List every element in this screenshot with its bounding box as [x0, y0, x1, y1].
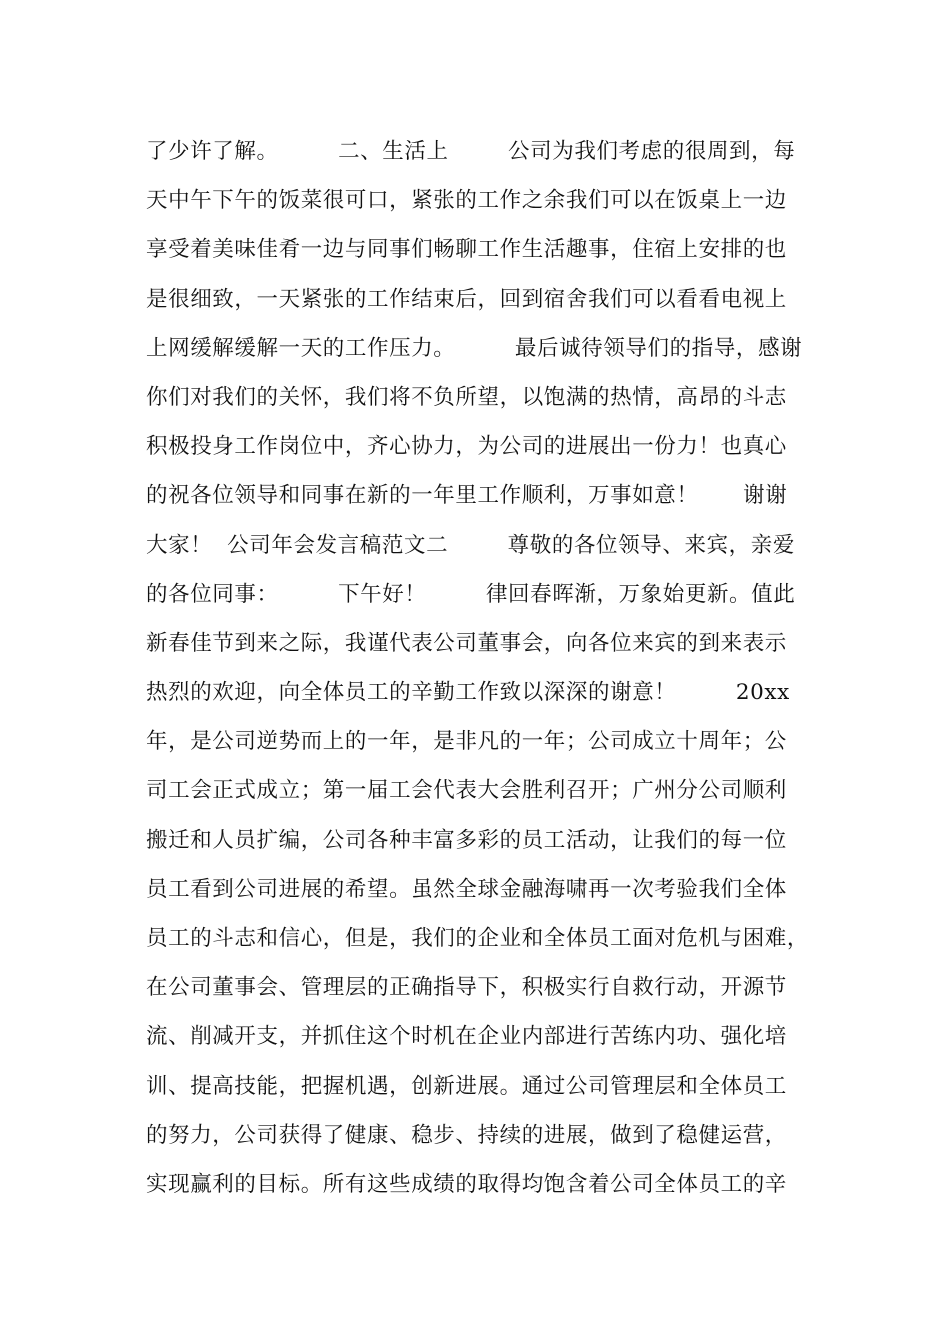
- text-line: 流、削减开支，并抓住这个时机在企业内部进行苦练内功、强化培: [146, 1024, 787, 1050]
- text-line: 享受着美味佳肴一边与同事们畅聊工作生活趣事，住宿上安排的也: [146, 237, 787, 263]
- text-line: 训、提高技能，把握机遇，创新进展。通过公司管理层和全体员工: [146, 1073, 787, 1099]
- document-body: [146, 132, 826, 1214]
- text-line: 上网缓解缓解一天的工作压力。 最后诚待领导们的指导，感谢: [146, 335, 803, 361]
- text-line: 搬迁和人员扩编，公司各种丰富多彩的员工活动，让我们的每一位: [146, 827, 787, 853]
- text-line: 年，是公司逆势而上的一年，是非凡的一年；公司成立十周年；公: [146, 729, 787, 755]
- text-line: 是很细致，一天紧张的工作结束后，回到宿舍我们可以看看电视上: [146, 286, 787, 312]
- text-line: 你们对我们的关怀，我们将不负所望，以饱满的热情，高昂的斗志: [146, 384, 787, 410]
- text-line: 的祝各位领导和同事在新的一年里工作顺利，万事如意！ 谢谢: [146, 483, 788, 509]
- text-line: 在公司董事会、管理层的正确指导下，积极实行自救行动，开源节: [146, 975, 787, 1001]
- text-line: 大家！ 公司年会发言稿范文二 尊敬的各位领导、来宾，亲爱: [146, 532, 795, 558]
- text-line: 实现赢利的目标。所有这些成绩的取得均饱含着公司全体员工的辛: [146, 1171, 787, 1197]
- text-line: 员工的斗志和信心，但是，我们的企业和全体员工面对危机与困难，: [146, 926, 810, 951]
- text-line: 的努力，公司获得了健康、稳步、持续的进展，做到了稳健运营，: [146, 1122, 787, 1148]
- text-line: 员工看到公司进展的希望。虽然全球金融海啸再一次考验我们全体: [146, 876, 787, 902]
- text-line: 积极投身工作岗位中，齐心协力，为公司的进展出一份力！也真心: [146, 434, 787, 460]
- text-line: 热烈的欢迎，向全体员工的辛勤工作致以深深的谢意！ 20xx: [146, 680, 790, 706]
- text-line: 新春佳节到来之际，我谨代表公司董事会，向各位来宾的到来表示: [146, 630, 787, 656]
- text-line: 了少许了解。 二、生活上 公司为我们考虑的很周到，每: [146, 139, 796, 164]
- text-line: 天中午下午的饭菜很可口，紧张的工作之余我们可以在饭桌上一边: [146, 188, 787, 214]
- text-line: 的各位同事： 下午好！ 律回春晖渐，万象始更新。值此: [146, 581, 796, 607]
- text-line: 司工会正式成立；第一届工会代表大会胜利召开；广州分公司顺利: [146, 778, 787, 804]
